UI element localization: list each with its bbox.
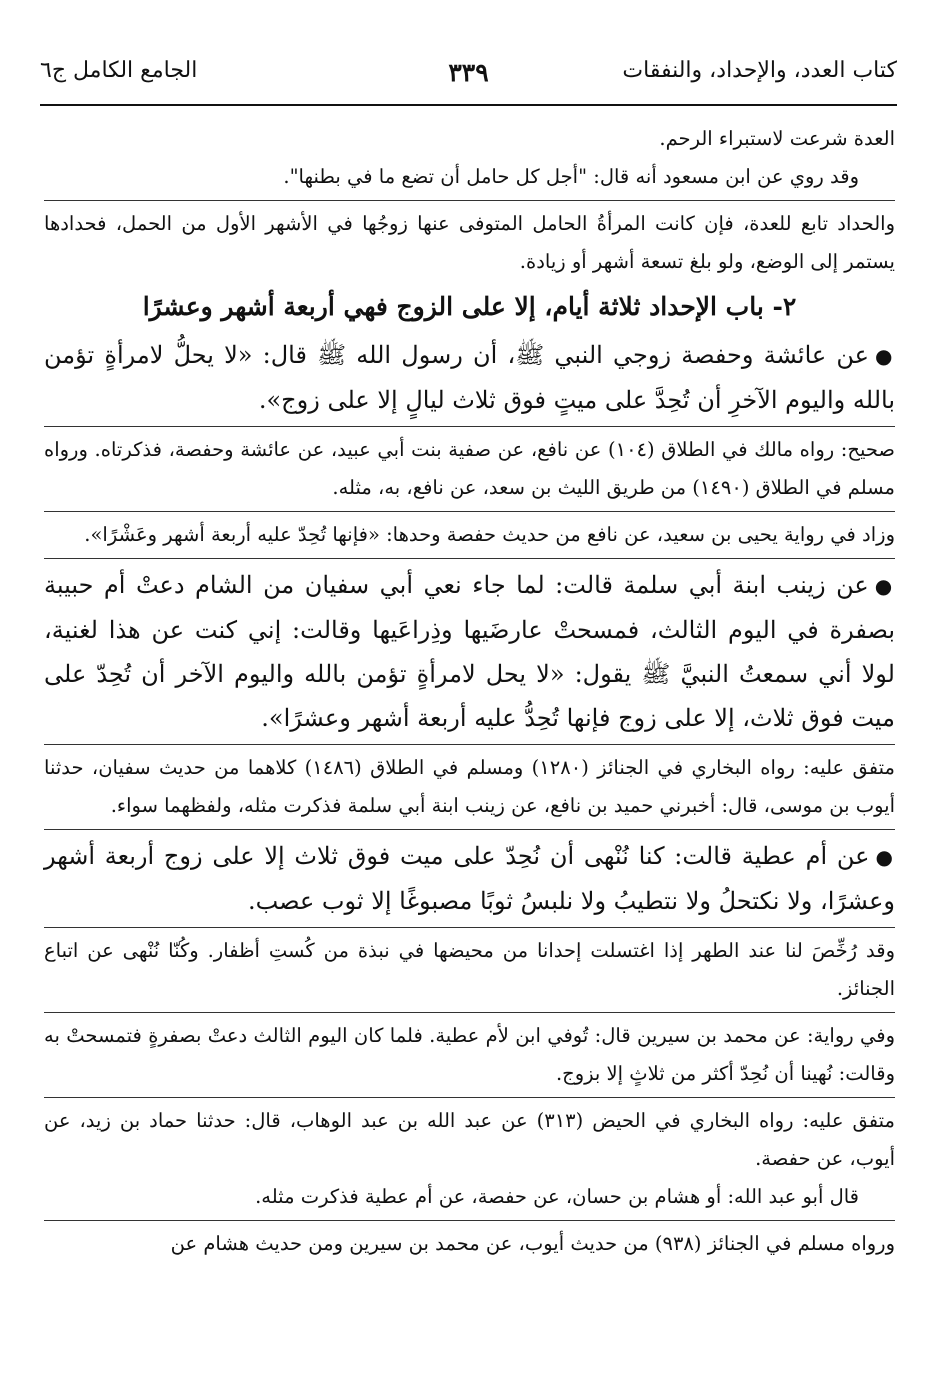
bullet-icon: ● bbox=[875, 845, 896, 869]
takhrij-note: وقد رُخِّصَ لنا عند الطهر إذا اغتسلت إحدانا من محيضها في نبذة من كُستِ أظفار. وكُنّا نُنْهى عن اتباع الجنائز. bbox=[44, 939, 895, 1000]
hadith-body: عن عائشة وحفصة زوجي النبي ﷺ، أن رسول الله ﷺ قال: «لا يحلُّ لامرأةٍ تؤمن بالله واليوم الآخرِ أن تُحِدَّ على ميتٍ فوق ثلاث ليالٍ إلا على زوج». bbox=[44, 341, 895, 414]
divider bbox=[44, 200, 895, 201]
divider bbox=[44, 1220, 895, 1221]
hadith-text bbox=[44, 333, 895, 422]
paragraph: وقد روي عن ابن مسعود أنه قال: "أجل كل حامل أن تضع ما في بطنها". bbox=[283, 165, 859, 188]
takhrij-note: ورواه مسلم في الجنائز (٩٣٨) من حديث أيوب، عن محمد بن سيرين ومن حديث هشام عن bbox=[170, 1232, 895, 1255]
takhrij-note: وزاد في رواية يحيى بن سعيد، عن نافع من حديث حفصة وحدها: «فإنها تُحِدّ عليه أربعة أشهر وعَشْرًا». bbox=[84, 523, 895, 546]
divider bbox=[44, 558, 895, 559]
takhrij-note: قال أبو عبد الله: أو هشام بن حسان، عن حفصة، عن أم عطية فذكرت مثله. bbox=[255, 1185, 859, 1208]
takhrij-note: وفي رواية: عن محمد بن سيرين قال: تُوفي ابن لأم عطية. فلما كان اليوم الثالث دعتْ بصفرةٍ فتمسحتْ به وقالت: نُهينا أن نُحِدّ أكثر من ثلاثٍ إلا بزوج. bbox=[44, 1024, 895, 1085]
divider bbox=[44, 426, 895, 427]
running-header bbox=[40, 58, 897, 98]
paragraph: العدة شرعت لاستبراء الرحم. bbox=[659, 127, 895, 150]
divider bbox=[44, 511, 895, 512]
bullet-icon: ● bbox=[874, 574, 896, 598]
hadith-text bbox=[44, 563, 895, 740]
book-title: كتاب العدد، والإحداد، والنفقات bbox=[622, 58, 897, 83]
page-number: ٣٣٩ bbox=[448, 58, 489, 87]
divider bbox=[44, 1097, 895, 1098]
takhrij-note: متفق عليه: رواه البخاري في الجنائز (١٢٨٠) ومسلم في الطلاق (١٤٨٦) كلاهما من حديث سفيان، حدثنا أيوب بن موسى، قال: أخبرني حميد بن نافع، عن زينب ابنة أبي سلمة فذكرت مثله، ولفظهما سواء. bbox=[44, 756, 895, 817]
hadith-body: عن زينب ابنة أبي سلمة قالت: لما جاء نعي أبي سفيان من الشام دعتْ أم حبيبة بصفرة في اليوم الثالث، فمسحتْ عارضَيها وذِراعَيها وقالت: إني كنت عن هذا لغنية، لولا أني سمعتُ النبيَّ ﷺ يقول: «لا يحل لامرأةٍ تؤمن بالله واليوم الآخر أن تُحِدّ على ميت فوق ثلاث، إلا على زوج فإنها تُحِدُّ عليه أربعة أشهر وعشرًا». bbox=[44, 571, 895, 732]
header-rule bbox=[40, 104, 897, 106]
divider bbox=[44, 744, 895, 745]
bullet-icon: ● bbox=[875, 344, 895, 368]
paragraph: والحداد تابع للعدة، فإن كانت المرأةُ الحامل المتوفى عنها زوجُها في الأشهر الأول من الحمل، فحدادها يستمر إلى الوضع، ولو بلغ تسعة أشهر أو زيادة. bbox=[44, 212, 895, 273]
section-heading: ٢- باب الإحداد ثلاثة أيام، إلا على الزوج فهي أربعة أشهر وعشرًا bbox=[142, 292, 797, 321]
takhrij-note: صحيح: رواه مالك في الطلاق (١٠٤) عن نافع، عن صفية بنت أبي عبيد، عن عائشة وحفصة، فذكرتاه. ورواه مسلم في الطلاق (١٤٩٠) من طريق الليث بن سعد، عن نافع، به، مثله. bbox=[44, 438, 895, 499]
hadith-text bbox=[44, 834, 895, 923]
divider bbox=[44, 829, 895, 830]
collection-title: الجامع الكامل ج٦ bbox=[40, 58, 198, 83]
divider bbox=[44, 927, 895, 928]
takhrij-note: متفق عليه: رواه البخاري في الحيض (٣١٣) عن عبد الله بن عبد الوهاب، قال: حدثنا حماد بن زيد، عن أيوب، عن حفصة. bbox=[44, 1109, 895, 1170]
hadith-body: عن أم عطية قالت: كنا نُنْهى أن نُحِدّ على ميت فوق ثلاث إلا على زوج أربعة أشهر وعشرًا، ولا نكتحلُ ولا نتطيبُ ولا نلبسُ ثوبًا مصبوغًا إلا ثوب عصب. bbox=[44, 842, 895, 915]
divider bbox=[44, 1012, 895, 1013]
page-body bbox=[44, 120, 895, 1263]
